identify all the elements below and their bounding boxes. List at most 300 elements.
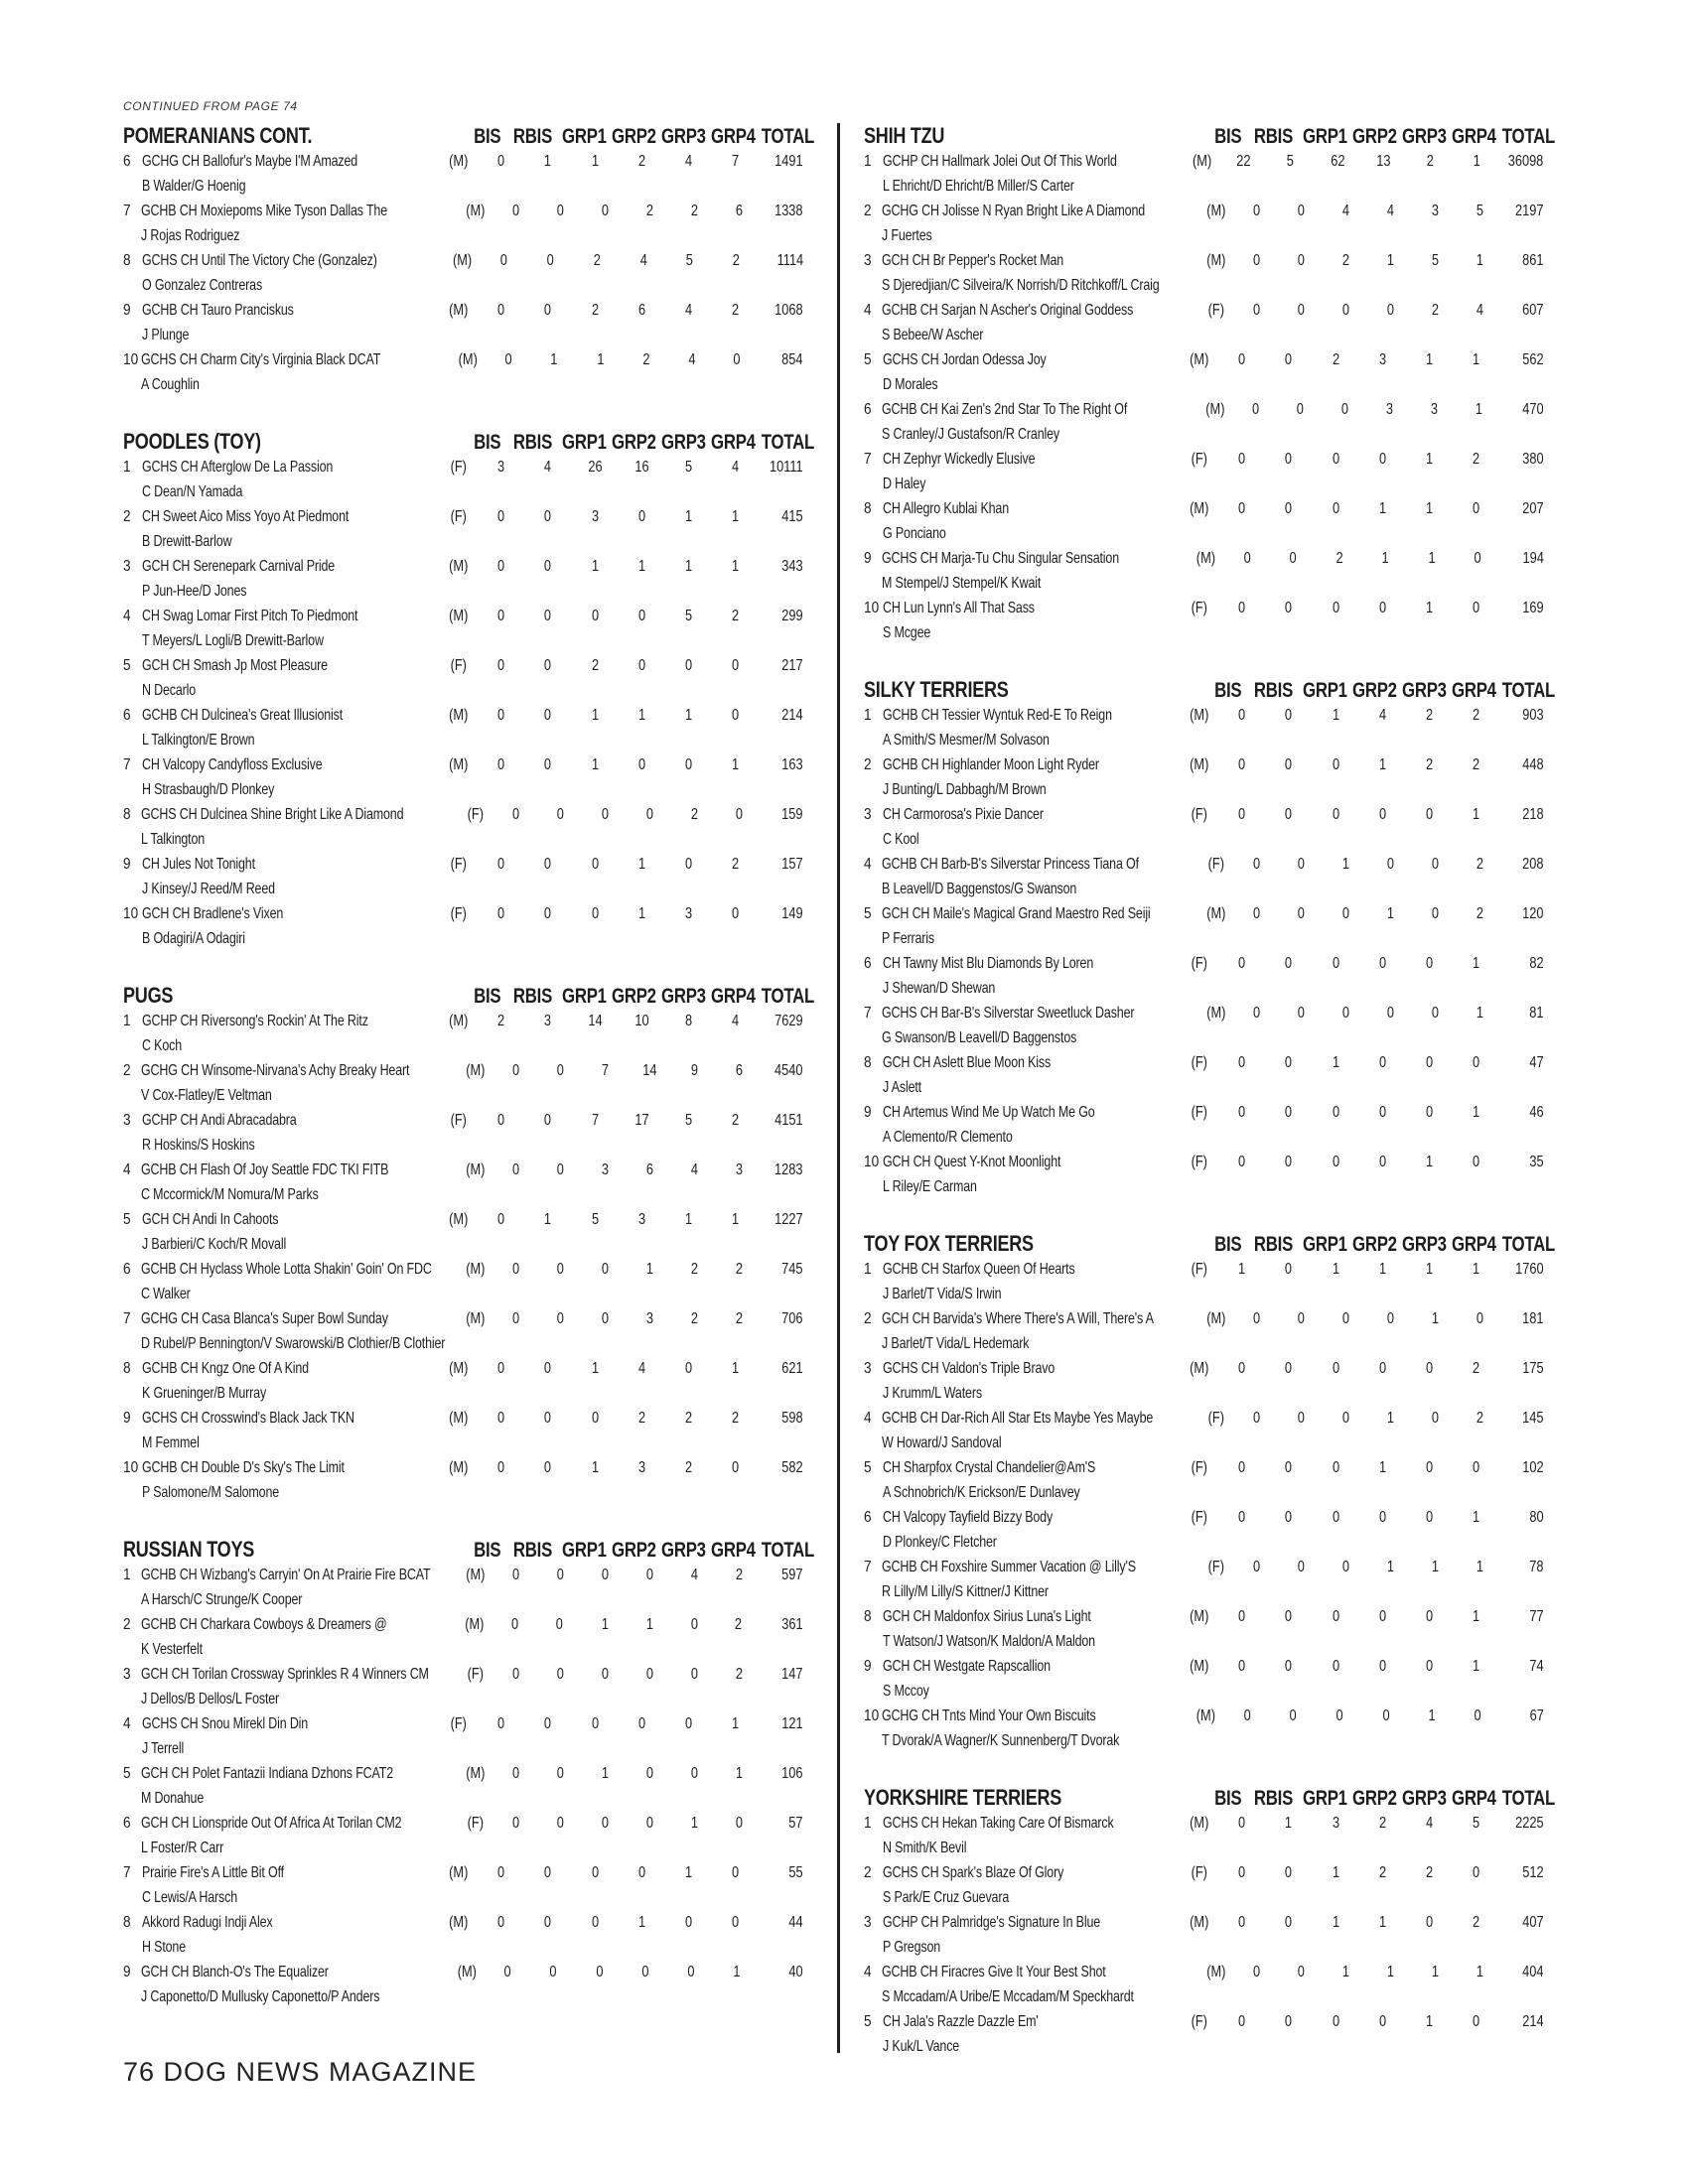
- dog-name: GCH CH Blanch-O's The Equalizer: [141, 1964, 330, 1980]
- stat-grp2: 0: [1378, 1154, 1386, 1170]
- stat-grp3: 1: [684, 1864, 693, 1881]
- ranking-entry: [864, 852, 1554, 901]
- section-header: [864, 1781, 1554, 1811]
- owner-names: J Barlet/T Vida/L Hedemark: [881, 1335, 1030, 1352]
- stat-grp4: 1: [1476, 1964, 1483, 1980]
- rank-number: 10: [123, 905, 139, 922]
- ranking-entry: [123, 199, 813, 248]
- section-header: [123, 425, 813, 455]
- stat-grp4: 1: [1476, 401, 1483, 418]
- stat-grp1: 1: [591, 153, 599, 170]
- ranking-entry: [864, 1001, 1554, 1050]
- entry-names: [141, 1158, 457, 1207]
- stat-grp3: 0: [1431, 1005, 1439, 1022]
- owner-names: J Caponetto/D Mullusky Caponetto/P Anders: [141, 1988, 380, 2005]
- sex-marker: (F): [1191, 1509, 1208, 1526]
- sex-marker: (M): [449, 1864, 469, 1881]
- stat-grp1: 62: [1330, 153, 1345, 170]
- rank-number: 2: [864, 1310, 872, 1327]
- stat-grp3: 1: [1431, 1559, 1439, 1575]
- rank-number: 1: [864, 1261, 872, 1278]
- sex-marker: (M): [466, 1765, 486, 1782]
- owner-names: T Dvorak/A Wagner/K Sunnenberg/T Dvorak: [882, 1732, 1120, 1749]
- stat-grp4: 2: [1472, 1360, 1480, 1377]
- stat-grp2: 2: [1378, 1864, 1386, 1881]
- ranking-entry: [864, 397, 1554, 447]
- rank-number: 4: [123, 1161, 131, 1178]
- sex-marker: (F): [1191, 2013, 1208, 2030]
- stat-grp1: 1: [1332, 1054, 1339, 1071]
- stat-grp1: 0: [1332, 756, 1339, 773]
- stat-grp1: 0: [1342, 905, 1350, 922]
- stat-bis: 0: [1251, 401, 1259, 418]
- sex-marker: (F): [467, 1815, 484, 1832]
- stat-grp3: 2: [1425, 1864, 1434, 1881]
- sex-marker: (M): [1190, 1608, 1209, 1625]
- rank-number: 7: [123, 1310, 131, 1327]
- stat-rbis: 0: [1297, 1410, 1305, 1427]
- stat-grp2: 3: [645, 1310, 653, 1327]
- breed-title: POODLES (TOY): [123, 429, 261, 454]
- ranking-entry: [864, 951, 1554, 1001]
- stat-total: 470: [1522, 401, 1544, 418]
- stat-grp3: 0: [1425, 1914, 1434, 1931]
- stat-grp2: 4: [1386, 203, 1394, 219]
- stat-grp3: 0: [684, 657, 693, 674]
- stat-rbis: 0: [1297, 1559, 1305, 1575]
- stat-grp3: 5: [686, 252, 694, 269]
- stat-grp3: 4: [684, 153, 693, 170]
- stat-grp1: 1: [1342, 1964, 1350, 1980]
- rank-number: 1: [864, 1815, 872, 1832]
- stat-grp1: 0: [1342, 1410, 1350, 1427]
- rank-number: 2: [864, 756, 872, 773]
- ranking-entry: [123, 149, 813, 199]
- stat-total: 7629: [774, 1013, 803, 1029]
- owner-names: D Rubel/P Bennington/V Swarowski/B Clothier/B Clothier: [140, 1335, 446, 1352]
- rank-number: 4: [864, 1410, 872, 1427]
- owner-names: J Rojas Rodriguez: [140, 227, 240, 244]
- stat-total: 44: [788, 1914, 803, 1931]
- stat-grp1: 0: [602, 1666, 610, 1683]
- rank-number: 9: [123, 1964, 131, 1980]
- column-header-grp2: GRP2: [612, 985, 656, 1008]
- stat-bis: 0: [1237, 707, 1245, 724]
- ranking-entry: [123, 1612, 813, 1662]
- stat-bis: 0: [496, 657, 504, 674]
- owner-names: C Mccormick/M Nomura/M Parks: [140, 1186, 319, 1203]
- column-header-total: TOTAL: [1501, 1787, 1556, 1810]
- stat-grp1: 0: [1332, 600, 1339, 616]
- left-column: [123, 119, 813, 2037]
- owner-names: A Harsch/C Strunge/K Cooper: [140, 1591, 303, 1608]
- entry-names: [141, 1761, 457, 1811]
- entry-names: [883, 447, 1180, 496]
- ranking-entry: [123, 248, 813, 298]
- owner-names: H Strasbaugh/D Plonkey: [141, 781, 275, 798]
- sex-marker: (M): [449, 302, 469, 319]
- stat-total: 1227: [774, 1211, 803, 1228]
- stat-total: 208: [1522, 856, 1544, 873]
- sex-marker: (M): [466, 1567, 486, 1583]
- stat-total: 1338: [774, 203, 803, 219]
- stat-bis: 3: [496, 459, 504, 476]
- stat-grp2: 0: [637, 1715, 645, 1732]
- dog-name: GCHB CH Starfox Queen Of Hearts: [882, 1261, 1075, 1278]
- stat-grp3: 3: [1431, 401, 1439, 418]
- column-header-rbis: RBIS: [512, 1539, 553, 1562]
- rank-number: 5: [123, 1765, 131, 1782]
- stat-total: 745: [781, 1261, 803, 1278]
- stat-grp2: 0: [637, 756, 645, 773]
- dog-name: GCHB CH Sarjan N Ascher's Original Goddess: [881, 302, 1134, 319]
- stat-rbis: 0: [1296, 401, 1304, 418]
- stat-rbis: 0: [1284, 1261, 1292, 1278]
- stat-grp3: 2: [684, 1410, 693, 1427]
- stat-grp1: 0: [1332, 1459, 1339, 1476]
- stat-grp2: 1: [1378, 1459, 1386, 1476]
- ranking-entry: [123, 1108, 813, 1158]
- entry-names: [141, 1058, 457, 1108]
- owner-names: K Vesterfelt: [140, 1641, 203, 1658]
- stat-grp3: 5: [1431, 252, 1439, 269]
- stat-bis: 0: [511, 1310, 519, 1327]
- rank-number: 7: [123, 756, 131, 773]
- sex-marker: (F): [1191, 1054, 1208, 1071]
- entry-names: [142, 504, 439, 554]
- breed-section: [123, 1533, 813, 2009]
- sex-marker: (M): [466, 1261, 486, 1278]
- stat-bis: 0: [1237, 1054, 1245, 1071]
- owner-names: D Haley: [882, 476, 926, 492]
- ranking-entry: [864, 1860, 1554, 1910]
- entry-names: [142, 752, 439, 802]
- stat-grp4: 0: [1472, 500, 1480, 517]
- stat-grp2: 0: [637, 508, 645, 525]
- rank-number: 9: [123, 856, 131, 873]
- ranking-entry: [864, 1505, 1554, 1555]
- sex-marker: (F): [1207, 1559, 1224, 1575]
- stat-rbis: 4: [543, 459, 551, 476]
- ranking-entry: [123, 604, 813, 653]
- stat-total: 47: [1529, 1054, 1544, 1071]
- stat-grp4: 4: [731, 1013, 740, 1029]
- column-header-grp4: GRP4: [711, 985, 756, 1008]
- rank-number: 9: [864, 550, 872, 567]
- stat-total: 448: [1522, 756, 1544, 773]
- breed-section: [123, 425, 813, 951]
- dog-name: GCHB CH Charkara Cowboys & Dreamers @: [140, 1616, 387, 1633]
- ranking-entry: [123, 1563, 813, 1612]
- stat-grp1: 7: [602, 1062, 610, 1079]
- sex-marker: (F): [467, 1666, 484, 1683]
- entry-names: [142, 1207, 439, 1257]
- rank-number: 10: [123, 351, 139, 368]
- stat-total: 82: [1529, 955, 1544, 972]
- dog-name: GCHB CH Tessier Wyntuk Red-E To Reign: [882, 707, 1112, 724]
- sex-marker: (F): [1191, 806, 1208, 823]
- stat-grp1: 1: [1332, 1261, 1339, 1278]
- ranking-entry: [123, 455, 813, 504]
- breed-section: [864, 1781, 1554, 2059]
- entry-names: [141, 1306, 457, 1356]
- dog-name: GCHB CH Kai Zen's 2nd Star To The Right Of: [881, 401, 1128, 418]
- ranking-entry: [864, 149, 1554, 199]
- entry-names: [883, 496, 1180, 546]
- stat-grp2: 1: [1378, 1261, 1386, 1278]
- stat-grp4: 2: [1476, 856, 1483, 873]
- stat-grp4: 5: [1472, 1815, 1480, 1832]
- dog-name: GCH CH Andi In Cahoots: [141, 1211, 279, 1228]
- entry-names: [882, 298, 1197, 347]
- section-header: [864, 1227, 1554, 1257]
- column-header-grp4: GRP4: [711, 1539, 756, 1562]
- owner-names: H Stone: [141, 1939, 186, 1956]
- owner-names: D Plonkey/C Fletcher: [882, 1534, 997, 1551]
- rank-number: 3: [864, 1914, 872, 1931]
- sex-marker: (F): [1191, 955, 1208, 972]
- entry-names: [142, 554, 439, 604]
- breed-title: TOY FOX TERRIERS: [864, 1231, 1034, 1256]
- entry-names: [882, 1001, 1197, 1050]
- rank-number: 5: [123, 657, 131, 674]
- ranking-entry: [864, 298, 1554, 347]
- stat-total: 214: [781, 707, 803, 724]
- rank-number: 9: [864, 1104, 872, 1121]
- rank-number: 7: [864, 1005, 872, 1022]
- stat-grp4: 1: [735, 1765, 743, 1782]
- dog-name: CH Valcopy Candyfloss Exclusive: [141, 756, 323, 773]
- stat-grp4: 0: [731, 707, 740, 724]
- stat-grp2: 14: [642, 1062, 657, 1079]
- stat-grp4: 0: [731, 1914, 740, 1931]
- section-header: [123, 119, 813, 149]
- stat-bis: 0: [1252, 1310, 1260, 1327]
- stat-rbis: 0: [543, 905, 551, 922]
- column-header-grp3: GRP3: [661, 431, 706, 454]
- stat-grp4: 0: [1474, 1707, 1481, 1724]
- column-header-grp3: GRP3: [661, 125, 706, 148]
- stat-rbis: 0: [1284, 707, 1292, 724]
- dog-name: GCHG CH Winsome-Nirvana's Achy Breaky Heart: [140, 1062, 410, 1079]
- dog-name: CH Sharpfox Crystal Chandelier@Am'S: [882, 1459, 1096, 1476]
- owner-names: A Clemento/R Clemento: [882, 1129, 1013, 1146]
- stat-grp4: 0: [1472, 2013, 1480, 2030]
- dog-name: GCHS CH Valdon's Triple Bravo: [882, 1360, 1055, 1377]
- stat-grp1: 0: [596, 1964, 604, 1980]
- stat-grp4: 1: [1472, 1261, 1480, 1278]
- stat-rbis: 0: [543, 657, 551, 674]
- rank-number: 3: [123, 1666, 131, 1683]
- stat-grp1: 4: [1342, 203, 1350, 219]
- stat-total: 40: [788, 1964, 803, 1980]
- stat-grp2: 3: [637, 1459, 645, 1476]
- stat-rbis: 0: [1284, 1360, 1292, 1377]
- stat-grp4: 0: [1472, 600, 1480, 616]
- stat-rbis: 0: [543, 1360, 551, 1377]
- ranking-entry: [864, 703, 1554, 752]
- dog-name: GCHB CH Barb-B's Silverstar Princess Tiana Of: [881, 856, 1139, 873]
- stat-grp3: 0: [687, 1964, 695, 1980]
- stat-grp1: 0: [1342, 1559, 1350, 1575]
- stat-bis: 0: [1237, 2013, 1245, 2030]
- dog-name: GCH CH Smash Jp Most Pleasure: [141, 657, 328, 674]
- sex-marker: (M): [1196, 550, 1215, 567]
- sex-marker: (M): [1190, 351, 1209, 368]
- column-header-rbis: RBIS: [512, 125, 553, 148]
- entry-names: [882, 1306, 1197, 1356]
- stat-grp4: 2: [735, 1261, 743, 1278]
- stat-grp1: 2: [594, 252, 602, 269]
- stat-rbis: 1: [543, 153, 551, 170]
- stat-grp3: 1: [684, 1211, 693, 1228]
- stat-grp2: 4: [1378, 707, 1386, 724]
- rank-number: 2: [123, 1616, 131, 1633]
- dog-name: CH Artemus Wind Me Up Watch Me Go: [882, 1104, 1095, 1121]
- stat-grp1: 3: [602, 1161, 610, 1178]
- stat-grp4: 2: [1476, 905, 1483, 922]
- stat-grp4: 0: [735, 806, 743, 823]
- stat-total: 77: [1529, 1608, 1544, 1625]
- stat-grp3: 0: [684, 1715, 693, 1732]
- owner-names: S Cranley/J Gustafson/R Cranley: [881, 426, 1059, 443]
- entry-names: [141, 1662, 457, 1711]
- stat-grp4: 2: [735, 1310, 743, 1327]
- dog-name: GCHB CH Hyclass Whole Lotta Shakin' Goin' On FDC: [140, 1261, 432, 1278]
- stat-grp2: 0: [1378, 806, 1386, 823]
- column-header-bis: BIS: [473, 431, 500, 454]
- stat-rbis: 0: [543, 1914, 551, 1931]
- column-header-total: TOTAL: [1501, 125, 1556, 148]
- sex-marker: (M): [1190, 756, 1209, 773]
- stat-grp4: 1: [1472, 955, 1480, 972]
- sex-marker: (F): [467, 806, 484, 823]
- stat-total: 120: [1522, 905, 1544, 922]
- sex-marker: (F): [1191, 1104, 1208, 1121]
- sex-marker: (M): [466, 203, 486, 219]
- stat-total: 106: [781, 1765, 803, 1782]
- stat-grp4: 2: [1472, 756, 1480, 773]
- stat-rbis: 0: [555, 1616, 564, 1633]
- stat-grp1: 26: [588, 459, 603, 476]
- section-header: [864, 119, 1554, 149]
- dog-name: CH Swag Lomar First Pitch To Piedmont: [141, 608, 358, 624]
- stat-rbis: 0: [543, 1715, 551, 1732]
- entry-names: [882, 199, 1197, 248]
- stat-total: 159: [781, 806, 803, 823]
- stat-grp2: 1: [645, 1261, 653, 1278]
- stat-total: 607: [1522, 302, 1544, 319]
- stat-grp4: 2: [735, 1616, 743, 1633]
- stat-total: 299: [781, 608, 803, 624]
- stat-grp1: 1: [591, 707, 599, 724]
- stat-grp4: 2: [731, 856, 740, 873]
- stat-rbis: 0: [556, 1815, 564, 1832]
- ranking-entry: [864, 1555, 1554, 1604]
- dog-name: GCHS CH Charm City's Virginia Black DCAT: [141, 351, 381, 368]
- sex-marker: (M): [1193, 153, 1212, 170]
- stat-total: 404: [1522, 1964, 1544, 1980]
- stat-bis: 0: [1243, 550, 1251, 567]
- entry-names: [142, 1406, 439, 1455]
- owner-names: T Watson/J Watson/K Maldon/A Maldon: [882, 1633, 1095, 1650]
- sex-marker: (M): [449, 153, 469, 170]
- sex-marker: (M): [449, 1211, 469, 1228]
- stat-grp4: 2: [1472, 451, 1480, 468]
- stat-total: 4151: [774, 1112, 803, 1129]
- stat-bis: 0: [1252, 302, 1260, 319]
- rank-number: 9: [864, 1658, 872, 1675]
- stat-bis: 0: [496, 508, 504, 525]
- stat-grp2: 6: [645, 1161, 653, 1178]
- owner-names: B Leavell/D Baggenstos/G Swanson: [881, 881, 1077, 897]
- dog-name: CH Allegro Kublai Khan: [882, 500, 1009, 517]
- stat-total: 1114: [776, 252, 803, 269]
- stat-grp1: 1: [597, 351, 605, 368]
- stat-grp3: 1: [1425, 600, 1434, 616]
- stat-bis: 0: [496, 153, 504, 170]
- stat-bis: 0: [511, 1161, 519, 1178]
- stat-bis: 0: [1252, 856, 1260, 873]
- stat-grp3: 2: [690, 203, 698, 219]
- owner-names: T Meyers/L Logli/B Drewitt-Barlow: [141, 632, 324, 649]
- stat-grp3: 1: [1425, 451, 1434, 468]
- rank-number: 7: [864, 451, 872, 468]
- owner-names: R Lilly/M Lilly/S Kittner/J Kittner: [881, 1583, 1049, 1600]
- stat-rbis: 0: [1284, 1914, 1292, 1931]
- ranking-entry: [123, 653, 813, 703]
- owner-names: J Dellos/B Dellos/L Foster: [140, 1691, 279, 1707]
- stat-rbis: 0: [1284, 2013, 1292, 2030]
- stat-grp4: 0: [735, 1815, 743, 1832]
- stat-grp4: 2: [731, 302, 740, 319]
- column-header-rbis: RBIS: [1253, 1233, 1294, 1256]
- dog-name: GCHB CH Tauro Pranciskus: [141, 302, 294, 319]
- dog-name: GCHS CH Snou Mirekl Din Din: [141, 1715, 308, 1732]
- stat-grp4: 0: [1476, 1310, 1483, 1327]
- stat-total: 706: [781, 1310, 803, 1327]
- entry-names: [141, 1563, 457, 1612]
- rank-number: 1: [123, 1013, 131, 1029]
- stat-grp3: 0: [1425, 1608, 1434, 1625]
- owner-names: J Shewan/D Shewan: [882, 980, 996, 997]
- dog-name: GCHS CH Dulcinea Shine Bright Like A Diamond: [140, 806, 404, 823]
- stat-grp3: 0: [690, 1616, 698, 1633]
- owner-names: O Gonzalez Contreras: [141, 277, 262, 294]
- stat-grp4: 5: [1476, 203, 1483, 219]
- dog-name: GCH CH Barvida's Where There's A Will, There's A: [881, 1310, 1154, 1327]
- stat-grp3: 2: [1426, 153, 1434, 170]
- stat-rbis: 0: [543, 302, 551, 319]
- stat-grp2: 0: [1378, 1658, 1386, 1675]
- ranking-entry: [864, 248, 1554, 298]
- stat-grp2: 0: [645, 1666, 653, 1683]
- sex-marker: (F): [1191, 1459, 1208, 1476]
- ranking-entry: [864, 1050, 1554, 1100]
- stat-grp2: 0: [637, 1864, 645, 1881]
- sex-marker: (F): [1191, 1864, 1208, 1881]
- dog-name: GCH CH Maile's Magical Grand Maestro Red Seiji: [881, 905, 1151, 922]
- stat-total: 67: [1529, 1707, 1544, 1724]
- ranking-entry: [864, 1704, 1554, 1753]
- stat-bis: 0: [1237, 756, 1245, 773]
- stat-grp2: 0: [637, 657, 645, 674]
- right-column: [864, 119, 1554, 2087]
- stat-grp3: 0: [684, 756, 693, 773]
- entry-names: [141, 1612, 456, 1662]
- owner-names: D Morales: [882, 376, 938, 393]
- stat-bis: 0: [496, 1112, 504, 1129]
